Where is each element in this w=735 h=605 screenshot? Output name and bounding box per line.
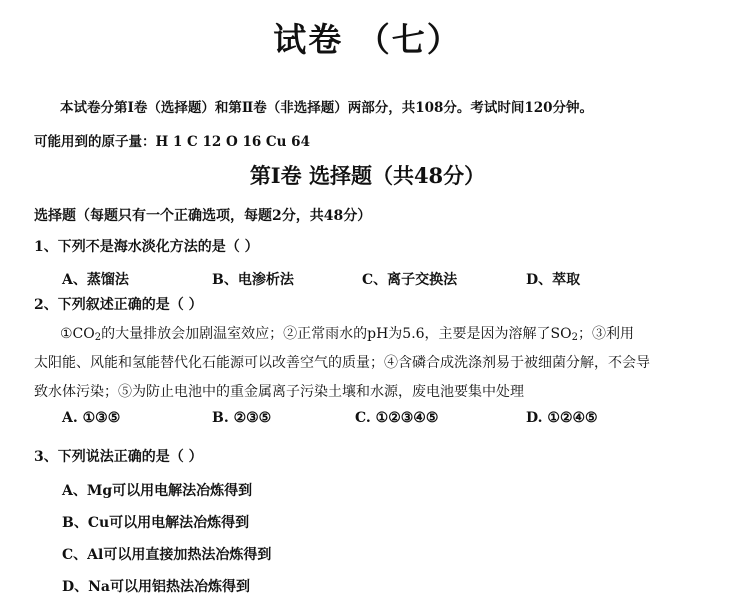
paper-title: 试卷 （七） xyxy=(273,20,462,59)
question-2-option-c: C. ①②③④⑤ xyxy=(355,410,439,426)
question-3-stem: 3、下列说法正确的是（ ） xyxy=(34,449,203,465)
question-1-option-a: A、蒸馏法 xyxy=(62,272,129,288)
question-2-option-d: D. ①②④⑤ xyxy=(526,410,598,426)
question-2-line-3: 致水体污染；⑤为防止电池中的重金属离子污染土壤和水源，废电池要集中处理 xyxy=(34,384,524,400)
question-2-option-a: A. ①③⑤ xyxy=(62,410,121,426)
question-2-line-2: 太阳能、风能和氢能替代化石能源可以改善空气的质量；④含磷合成洗涤剂易于被细菌分解，不会导 xyxy=(34,355,650,371)
question-2-stem: 2、下列叙述正确的是（ ） xyxy=(34,297,203,313)
question-2-line-1: $①CO_2$的大量排放会加剧温室效应；②正常雨水的pH为5.6，主要是因为溶解了$SO_2$；③利用 xyxy=(60,326,635,343)
atomic-masses: 可能用到的原子量：H 1 C 12 O 16 Cu 64 xyxy=(34,134,310,150)
question-1-stem: 1、下列不是海水淡化方法的是（ ） xyxy=(34,239,259,255)
question-3-option-b: B、Cu可以用电解法冶炼得到 xyxy=(62,515,250,531)
question-3-option-d: D、Na可以用铝热法冶炼得到 xyxy=(62,579,251,595)
question-2-option-b: B. ②③⑤ xyxy=(212,410,272,426)
question-1-option-c: C、离子交换法 xyxy=(362,272,458,288)
instruction: 选择题（每题只有一个正确选项，每题2分，共48分） xyxy=(34,208,372,224)
exam-intro: 本试卷分第Ⅰ卷（选择题）和第Ⅱ卷（非选择题）两部分，共108分。考试时间120分钟。 xyxy=(60,100,594,116)
question-1-option-d: D、萃取 xyxy=(526,272,581,288)
section-title: 第Ⅰ卷 选择题（共48分） xyxy=(249,163,486,188)
question-3-option-a: A、Mg可以用电解法冶炼得到 xyxy=(62,483,253,499)
question-1-option-b: B、电渗析法 xyxy=(212,272,294,288)
question-3-option-c: C、Al可以用直接加热法冶炼得到 xyxy=(62,547,272,563)
